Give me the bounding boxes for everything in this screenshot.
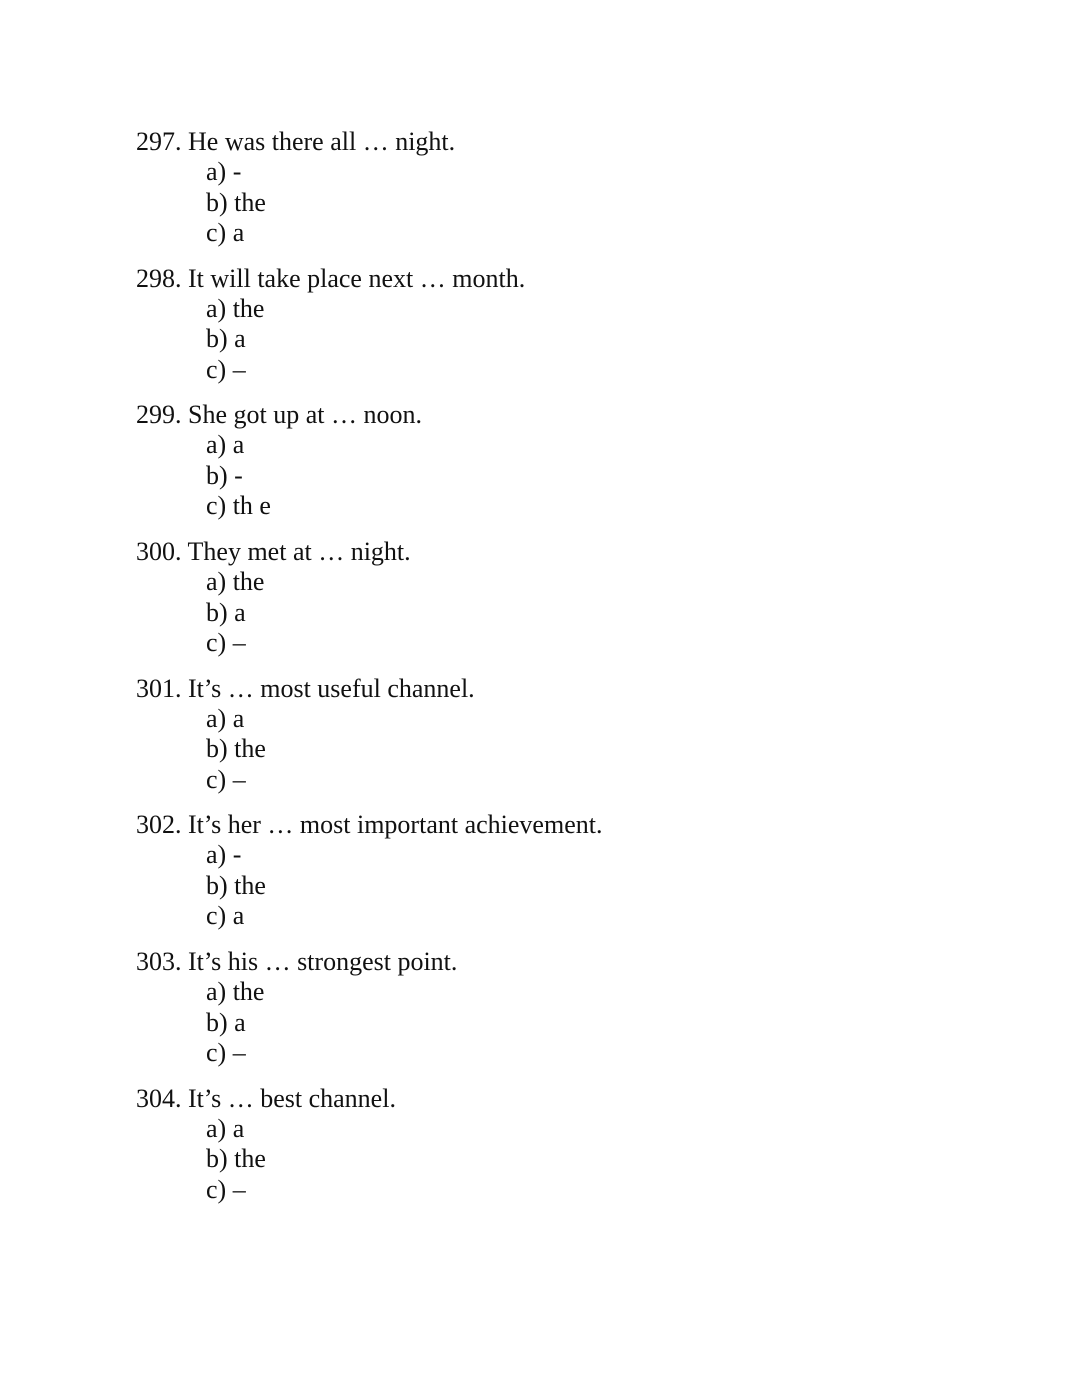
question-text [136, 1084, 602, 1114]
question-number: 299. [136, 400, 182, 430]
answer-option: c) th e [206, 491, 271, 521]
answer-option: a) a [206, 1113, 245, 1143]
question-text [136, 537, 602, 567]
question-sentence: It’s her … most important achievement. [188, 810, 603, 840]
answer-option: a) a [206, 430, 245, 460]
question-item [136, 537, 602, 674]
answer-option: c) a [206, 901, 245, 931]
question-sentence: It’s his … strongest point. [188, 947, 458, 977]
question-item [136, 947, 602, 1084]
answer-option: b) a [206, 1007, 246, 1037]
question-sentence: It’s … most useful channel. [188, 673, 475, 703]
answer-option: b) the [206, 187, 266, 217]
question-item [136, 127, 602, 264]
answer-option: c) – [206, 764, 246, 794]
question-item [136, 674, 602, 811]
question-text [136, 810, 602, 840]
answer-option: b) the [206, 1144, 266, 1174]
answer-option: a) the [206, 977, 265, 1007]
question-number: 298. [136, 263, 182, 293]
question-number: 302. [136, 810, 182, 840]
answer-option: b) the [206, 870, 266, 900]
question-text [136, 400, 602, 430]
answer-option: a) - [206, 157, 242, 186]
answer-option: a) the [206, 293, 265, 323]
answer-option: c) – [206, 1038, 246, 1068]
question-text [136, 947, 602, 977]
answer-option: c) – [206, 1174, 246, 1204]
question-list [136, 127, 602, 1221]
answer-option: b) the [206, 734, 266, 764]
answer-option: b) - [206, 460, 243, 490]
answer-option: a) a [206, 703, 245, 733]
answer-option: a) the [206, 567, 265, 597]
question-sentence: They met at … night. [187, 537, 411, 567]
answer-option: c) a [206, 218, 245, 247]
question-sentence: She got up at … noon. [188, 400, 422, 430]
question-item [136, 264, 602, 401]
answer-option: b) a [206, 324, 246, 354]
answer-option: a) - [206, 840, 242, 870]
answer-option: c) – [206, 628, 246, 658]
question-number: 304. [136, 1083, 182, 1113]
question-number: 303. [136, 947, 182, 977]
question-item [136, 400, 602, 537]
question-sentence: It’s … best channel. [188, 1083, 396, 1113]
answer-option: b) a [206, 597, 246, 627]
question-sentence: He was there all … night. [188, 127, 456, 156]
question-number: 301. [136, 673, 182, 703]
question-item [136, 810, 602, 947]
question-number: 300. [136, 537, 182, 567]
question-sentence: It will take place next … month. [188, 263, 526, 293]
question-text [136, 264, 602, 294]
question-item [136, 1084, 602, 1221]
question-text [136, 127, 602, 157]
question-number: 297. [136, 127, 182, 156]
answer-option: c) – [206, 354, 246, 384]
question-text [136, 674, 602, 704]
